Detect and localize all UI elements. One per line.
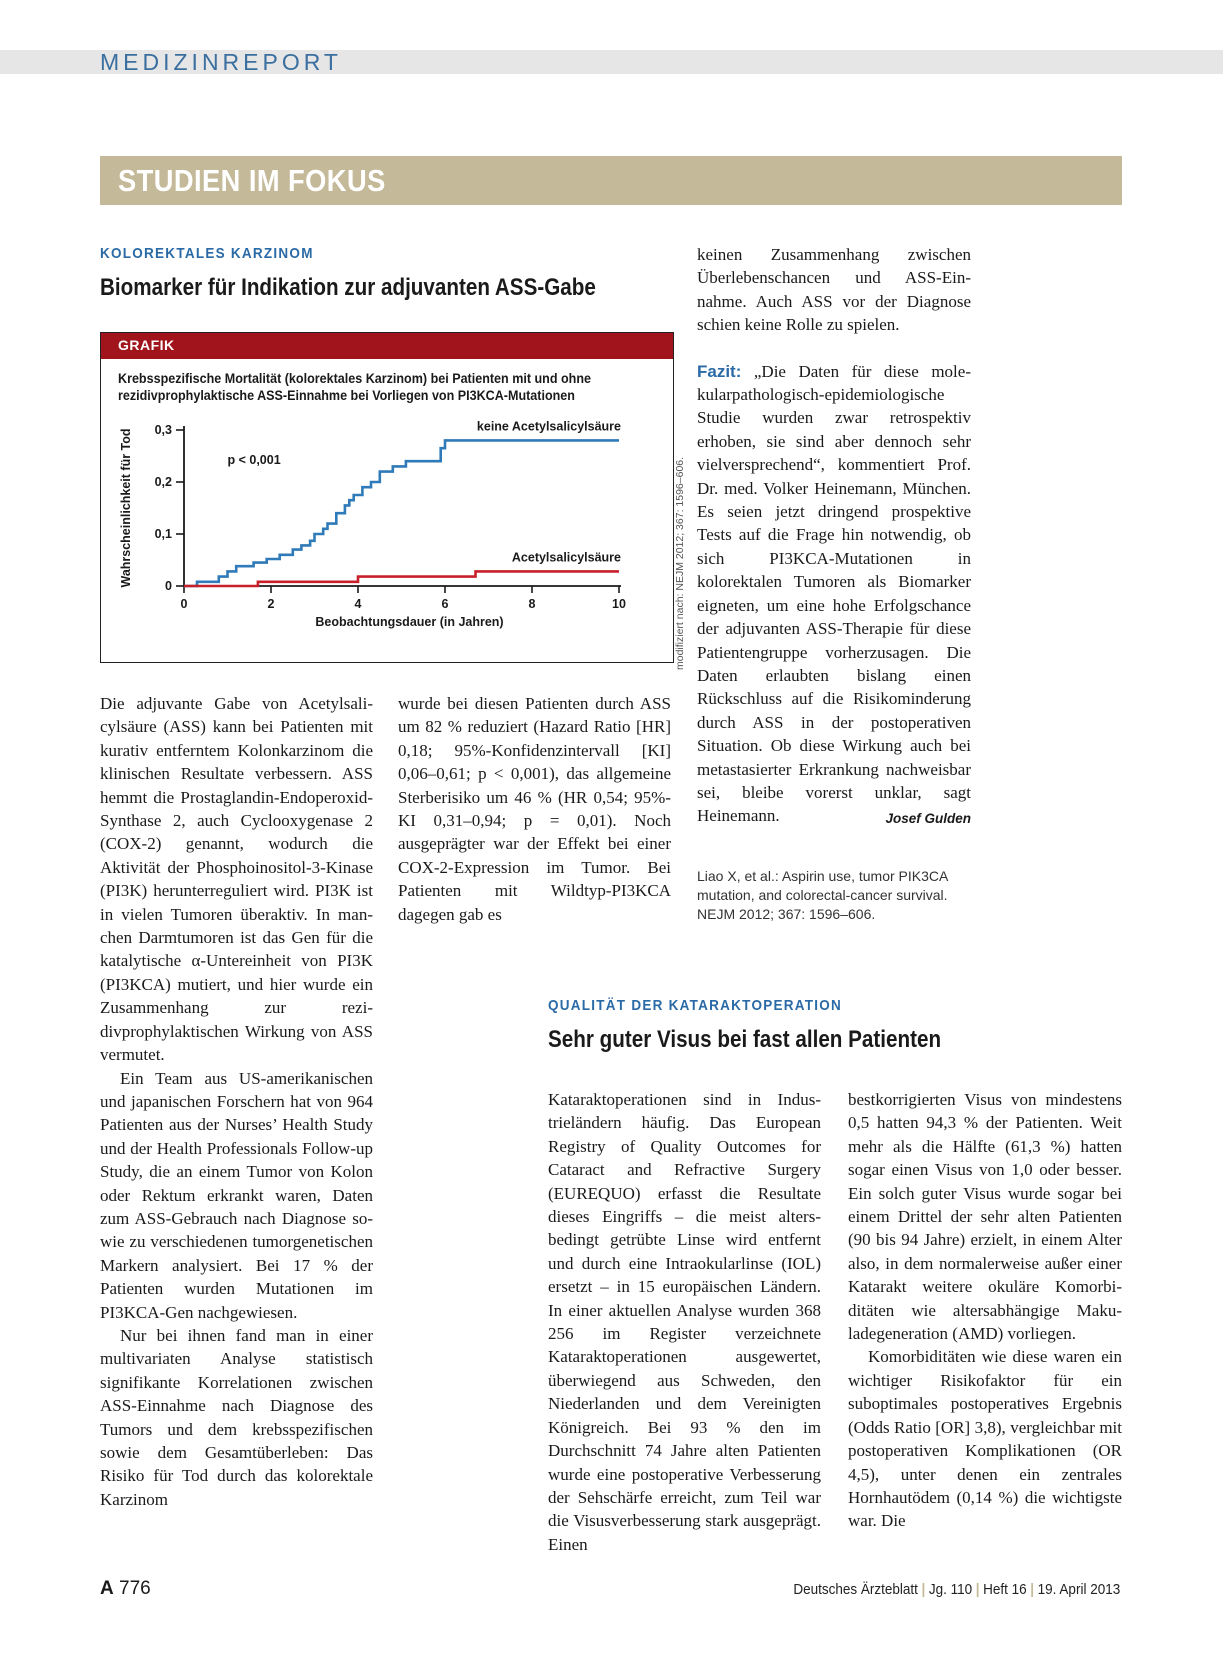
page-prefix: A (100, 1578, 114, 1599)
journal-issue: Heft 16 (982, 1581, 1027, 1598)
footer-citation: Deutsches Ärzteblatt | Jg. 110 | Heft 16 | 19. April 2013 (793, 1581, 1120, 1598)
y-tick-label: 0 (165, 579, 172, 593)
paragraph: bestkorrigierten Visus von mindestens 0,5 hatten 94,3 % der Patienten. Weit mehr als die Hälfte (61,3 %) hatten sogar einen Visus von 1,0 oder besser. Ein solch guter Visus wurde sogar bei einem Drittel der sehr alten Patienten (90 bis 94 Jahre) erzielt, in einem Alter also, in dem normalerweise außer einer Katarakt weitere okuläre Komorbiditäten wie altersabhängige Makuladegeneration (AMD) vorliegen. (848, 1090, 1122, 1344)
x-tick-label: 6 (441, 597, 449, 611)
fazit-label: Fazit: (697, 361, 742, 381)
series-label-1: keine Acetylsalicylsäure (476, 419, 621, 434)
paragraph: wurde bei diesen Patienten durch ASS um 82 % reduziert (Hazard Ratio [HR] 0,18; 95%-Konfidenzintervall [KI] 0,06–0,61; p < 0,001), das allgemeine Sterberisiko um 46 % (HR 0,54; 95%-KI 0,31–0,94; p = 0,01). Noch ausgeprägter war der Effekt bei einer COX-2-Expression im Tumor. Bei Patienten mit Wildtyp-PI3KCA dagegen gab es (398, 694, 671, 924)
paragraph: Nur bei ihnen fand man in einer multivariaten Analyse statistisch signifikante Korrelationen zwischen ASS-Einnahme nach Diagnose des Tumors und dem krebsspezifischen sowie dem Gesamtüberleben: Das Risiko für Tod durch das kolorektale Karzinom (100, 1325, 373, 1509)
paragraph: keinen Zusammenhang zwischen Überlebenschancen und ASS-Einnahme. Auch ASS vor der Diagnose schien keine Rolle zu spielen. (697, 245, 971, 335)
figure-label: GRAFIK (118, 337, 175, 353)
x-tick-label: 0 (180, 597, 188, 611)
article2-kicker: QUALITÄT DER KATARAKTOPERATION (548, 997, 843, 1014)
article1-column-1 (100, 692, 373, 1511)
article2-headline: Sehr guter Visus bei fast allen Patienten (548, 1026, 942, 1053)
reference: Liao X, et al.: Aspirin use, tumor PIK3CA mutation, and colorectal-cancer survival. NEJM 2012; 367: 1596–606. (697, 868, 948, 922)
paragraph: Ein Team aus US-amerikanischen und japanischen Forschern hat von 964 Patienten aus der Nurses’ Health Study und der Health Professionals Follow-up Study, die an einem Tumor von Kolon oder Rektum erkrankt waren, Daten zum ASS-Gebrauch nach Diagnose sowie zu verschiedenen tumorgenetischen Markern analysiert. Bei 17 % der Patienten wurden Mutationen im PI3KCA-Gen nachgewiesen. (100, 1068, 373, 1322)
journal-name: Deutsches Ärzteblatt (793, 1581, 918, 1598)
y-tick-label: 0,3 (154, 423, 172, 437)
figure-credit (674, 456, 690, 670)
article2-column-1 (548, 1088, 821, 1556)
x-tick-label: 4 (354, 597, 362, 611)
article1-kicker: KOLOREKTALES KARZINOM (100, 245, 314, 262)
fazit-paragraph (697, 360, 971, 828)
paragraph: Kataraktoperationen sind in Industrieländern häufig. Das European Registry of Quality Outcomes for Cataract and Refractive Surgery (EUREQUO) erfasst die Resultate dieses Eingriffs – die meist altersbedingt getrübte Linse wird entfernt und durch eine Intraokularlinse (IOL) ersetzt – in 15 europäischen Ländern. In einer aktuellen Analyse wurden 368 256 im Register verzeichnete Kataraktoperationen ausgewertet, überwiegend aus Schweden, den Niederlanden und dem Vereinigten Königreich. Bei 93 % den im Durchschnitt 74 Jahre alten Patienten wurde eine postoperative Verbesserung der Sehschärfe erreicht, zum Teil war die Visusverbesserung stark ausgeprägt. Einen (548, 1090, 821, 1554)
article1-column-2 (398, 692, 671, 926)
author: Josef Gulden (885, 811, 971, 827)
x-tick-label: 10 (612, 597, 626, 611)
x-axis-label: Beobachtungsdauer (in Jahren) (315, 615, 504, 629)
banner-title: STUDIEN IM FOKUS (118, 163, 386, 198)
figure-caption: Krebsspezifische Mortalität (kolorektales Karzinom) bei Patienten mit und ohne rezidivprophylaktische ASS-Einnahme bei Vorliegen von PI3KCA-Mutationen (118, 371, 592, 403)
series-line-2 (184, 571, 619, 586)
article1-headline: Biomarker für Indikation zur adjuvanten ASS-Gabe (100, 274, 596, 301)
section-label: MEDIZINREPORT (100, 49, 342, 75)
article2-column-2 (848, 1088, 1122, 1533)
p-value-annotation: p < 0,001 (227, 452, 281, 467)
paragraph: Die adjuvante Gabe von Acetylsalicylsäure (ASS) kann bei Patienten mit kurativ entferntem Kolonkarzinom die klinischen Resultate verbessern. ASS hemmt die Prostaglandin-Endoperoxid-Synthase 2, auch Cyclooxygenase 2 (COX-2) genannt, wodurch die Aktivität der Phosphoinositol-3-Kinase (PI3K) herunterreguliert wird. PI3K ist in vielen Tumoren überaktiv. In manchen Darmtumoren ist das Gen für die katalytische α-Untereinheit von PI3K (PI3KCA) mutiert, und hier wurde ein Zusammenhang zur rezidivprophylaktischen Wirkung von ASS vermutet. (100, 694, 373, 1065)
y-tick-label: 0,2 (154, 475, 172, 489)
page-number (100, 1578, 151, 1600)
paragraph: Komorbiditäten wie diese waren ein wichtiger Risikofaktor für ein suboptimales postoperatives Ergebnis (Odds Ratio [OR] 3,8), vergleichbar mit postoperativen Komplikationen (OR 4,5), unter denen ein zentrales Hornhautödem (0,14 %) die wichtigste war. Die (848, 1347, 1122, 1531)
y-axis-label: Wahrscheinlichkeit für Tod (119, 428, 133, 588)
page-number-value: 776 (119, 1578, 151, 1599)
article1-column-3 (697, 243, 971, 831)
fazit-text: „Die Daten für diese molekularpathologisch-epidemiologische Studie wurden zwar retrospektiv erhoben, sie sind aber dennoch sehr vielversprechend“, kommentiert Prof. Dr. med. Volker Heinemann, München. Es seien jetzt dringend prospektive Tests auf die Frage hin notwendig, ob sich PI3KCA-Mutationen in kolorektalen Tumoren als Biomarker eigneten, um eine hohe Erfolgschance der adjuvanten ASS-Therapie für diese Patientengruppe vorherzusagen. Die Daten erlaubten bislang einen Rückschluss auf die Risikominderung durch ASS in der postoperativen Situation. Ob diese Wirkung auch bei metastasierter Erkrankung nachweisbar sei, bleibe vorerst unklar, sagt Heinemann. (697, 361, 971, 826)
kaplan-meier-chart (101, 333, 673, 662)
figure-credit-text: modifiziert nach: NEJM 2012; 367: 1596–606. (674, 456, 686, 670)
journal-volume: Jg. 110 (928, 1581, 972, 1598)
y-tick-label: 0,1 (154, 527, 172, 541)
journal-date: 19. April 2013 (1037, 1581, 1120, 1598)
series-label-2: Acetylsalicylsäure (511, 550, 621, 565)
x-tick-label: 2 (267, 597, 275, 611)
figure-box (100, 332, 674, 663)
section-banner (100, 156, 1122, 205)
x-tick-label: 8 (528, 597, 536, 611)
